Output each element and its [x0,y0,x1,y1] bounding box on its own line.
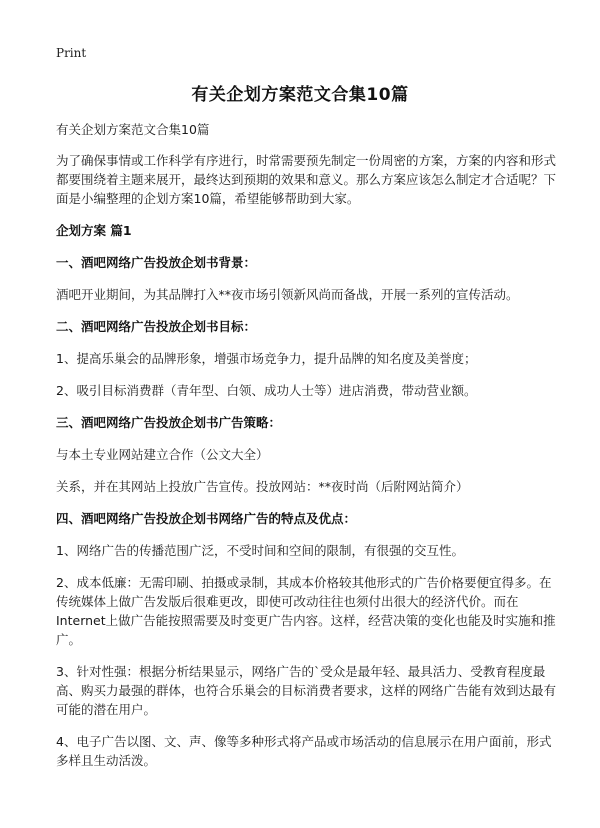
paragraph-background: 酒吧开业期间，为其品牌打入**夜市场引领新风尚而备战，开展一系列的宣传活动。 [56,287,519,302]
heading-goals: 二、酒吧网络广告投放企划书目标： [56,319,257,334]
print-label: Print [56,46,87,60]
section-title: 企划方案 篇1 [56,223,132,238]
paragraph-feature-3: 3、针对性强：根据分析结果显示，网络广告的`受众是最年轻、最具活力、受教育程度最高、购买力最强的群体，也符合乐巢会的目标消费者要求，这样的网络广告能有效到达最有可能的潜在用户。 [56,664,557,717]
paragraph-feature-1: 1、网络广告的传播范围广泛，不受时间和空间的限制，有很强的交互性。 [56,543,464,558]
paragraph-strategy-2: 关系，并在其网站上投放广告宣传。投放网站：**夜时尚（后附网站简介） [56,479,469,494]
intro-paragraph: 为了确保事情或工作科学有序进行，时常需要预先制定一份周密的方案，方案的内容和形式都要围绕着主题来展开，最终达到预期的效果和意义。那么方案应该怎么制定才合适呢？下面是小编整理的企划方案10篇，希望能够帮助到大家。 [56,153,557,206]
document-title: 有关企划方案范文合集10篇 [191,85,409,105]
paragraph-feature-4: 4、电子广告以图、文、声、像等多种形式将产品或市场活动的信息展示在用户面前，形式多样且生动活泼。 [56,734,552,768]
heading-background: 一、酒吧网络广告投放企划书背景： [56,255,257,270]
paragraph-goal-1: 1、提高乐巢会的品牌形象，增强市场竞争力，提升品牌的知名度及美誉度； [56,351,477,366]
paragraph-goal-2: 2、吸引目标消费群（青年型、白领、成功人士等）进店消费，带动营业额。 [56,383,477,398]
paragraph-feature-2: 2、成本低廉：无需印刷、拍摄或录制，其成本价格较其他形式的广告价格要便宜得多。在传统媒体上做广告发版后很难更改，即使可改动往往也须付出很大的经济代价。而在Internet上做广告能按照需要及时变更广告内容。这样，经营决策的变化也能及时实施和推广。 [56,575,556,647]
paragraph-strategy-1: 与本土专业网站建立合作（公文大全） [56,447,269,462]
document-subtitle: 有关企划方案范文合集10篇 [56,122,210,137]
document-body [56,120,556,783]
heading-features: 四、酒吧网络广告投放企划书网络广告的特点及优点： [56,511,357,526]
heading-strategy: 三、酒吧网络广告投放企划书广告策略： [56,415,282,430]
